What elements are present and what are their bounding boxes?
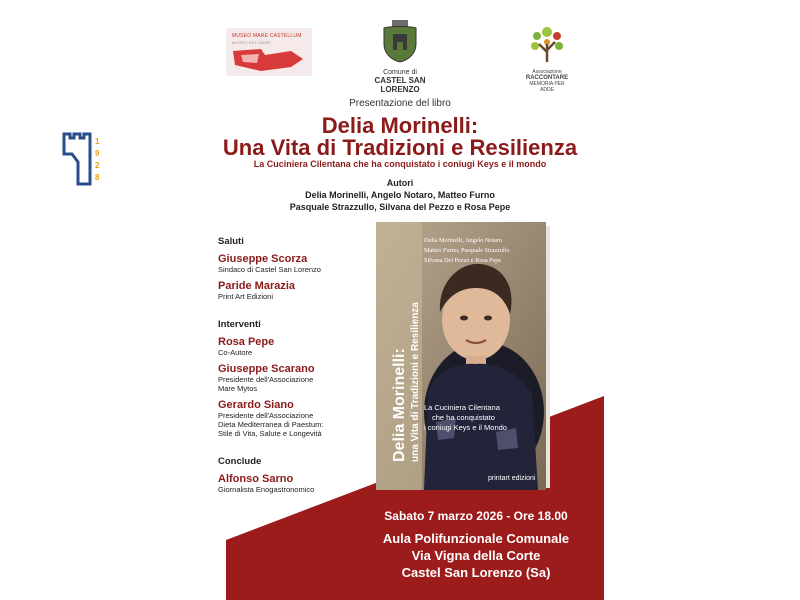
- cover-authors-1: Delia Morinelli, Angelo Notaro: [424, 237, 503, 244]
- side-digit: 8: [95, 173, 100, 182]
- book-subtitle: La Cuciniera Cilentana che ha conquistato i coniugi Keys e il mondo: [253, 159, 547, 169]
- spine-title-1: Delia Morinelli:: [391, 348, 408, 462]
- speaker-role: Dieta Mediterranea di Paestum:: [218, 420, 324, 429]
- book-title-line1: Delia Morinelli:: [321, 113, 479, 138]
- speaker-name: Alfonso Sarno: [218, 473, 294, 485]
- raccontare-caption-3: MEMORIA PER ADDE: [529, 81, 565, 93]
- speaker-name: Giuseppe Scarano: [218, 363, 315, 375]
- event-venue: Aula Polifunzionale Comunale: [382, 531, 570, 546]
- cover-authors-2: Matteo Furno, Pasquale Strazzullo: [424, 247, 510, 254]
- speaker-role: Stile di Vita, Salute e Longevità: [218, 429, 322, 438]
- event-city: Castel San Lorenzo (Sa): [401, 565, 551, 580]
- museum-logo-mark: [231, 45, 307, 73]
- raccontare-logo: [522, 22, 572, 93]
- cover-authors-3: Silvana Del Pezzo e Rosa Pepe: [424, 257, 502, 264]
- speaker-name: Rosa Pepe: [218, 336, 275, 348]
- conclude-heading: Conclude: [218, 456, 262, 467]
- speaker-role: Sindaco di Castel San Lorenzo: [218, 265, 321, 274]
- saluti-heading: Saluti: [218, 236, 244, 247]
- book-cover: [376, 222, 551, 490]
- raccontare-caption-1: Associazione: [532, 69, 562, 75]
- side-digit: 9: [95, 149, 100, 158]
- museum-logo-text: MUSEO MARE CASTELLUM: [232, 33, 302, 39]
- event-date: Sabato 7 marzo 2026 - Ore 18.00: [384, 509, 568, 523]
- interventi-heading: Interventi: [218, 319, 261, 330]
- speaker-role: Mare Mytos: [218, 384, 258, 393]
- speaker-role: Print Art Edizioni: [218, 292, 274, 301]
- comune-logo: [362, 18, 438, 94]
- speaker-name: Gerardo Siano: [218, 399, 294, 411]
- speaker-role: Co-Autore: [218, 348, 253, 357]
- side-digit: 2: [95, 161, 100, 170]
- coat-of-arms-icon: [380, 18, 420, 64]
- speaker-name: Giuseppe Scorza: [218, 253, 308, 265]
- museum-logo: [226, 28, 312, 76]
- authors-heading: Autori: [386, 178, 414, 188]
- side-digit: 1: [95, 137, 100, 146]
- speaker-name: Paride Marazia: [218, 280, 296, 292]
- speaker-role: Giornalista Enogastronomico: [218, 485, 315, 494]
- speaker-role: Presidente dell'Associazione: [218, 375, 314, 384]
- comune-caption-1: Comune di: [383, 69, 417, 76]
- cover-sub-3: i coniugi Keys e il Mondo: [424, 423, 507, 432]
- program-column: [218, 236, 368, 494]
- spine-title-2: una Vita di Tradizioni e Resilienza: [410, 302, 421, 462]
- museum-logo-subtext: MUSEO DEL MARE: [232, 40, 271, 45]
- book-title-line2: Una Vita di Tradizioni e Resilienza: [222, 135, 578, 160]
- authors-line2: Pasquale Strazzullo, Silvana del Pezzo e Rosa Pepe: [289, 202, 511, 212]
- presentation-label: Presentazione del libro: [349, 98, 451, 109]
- tree-icon: [527, 22, 567, 64]
- raccontare-caption-2: RACCONTARE: [525, 75, 569, 81]
- cover-sub-2: che ha conquistato: [432, 413, 495, 422]
- event-street: Via Vigna della Corte: [411, 548, 541, 563]
- cover-sub-1: La Cuciniera Cilentana: [424, 403, 500, 412]
- speaker-role: Presidente dell'Associazione: [218, 411, 314, 420]
- comune-caption-2: CASTEL SAN LORENZO: [374, 76, 426, 94]
- cover-publisher: printart edizioni: [488, 475, 536, 482]
- authors-line1: Delia Morinelli, Angelo Notaro, Matteo Furno: [305, 190, 495, 200]
